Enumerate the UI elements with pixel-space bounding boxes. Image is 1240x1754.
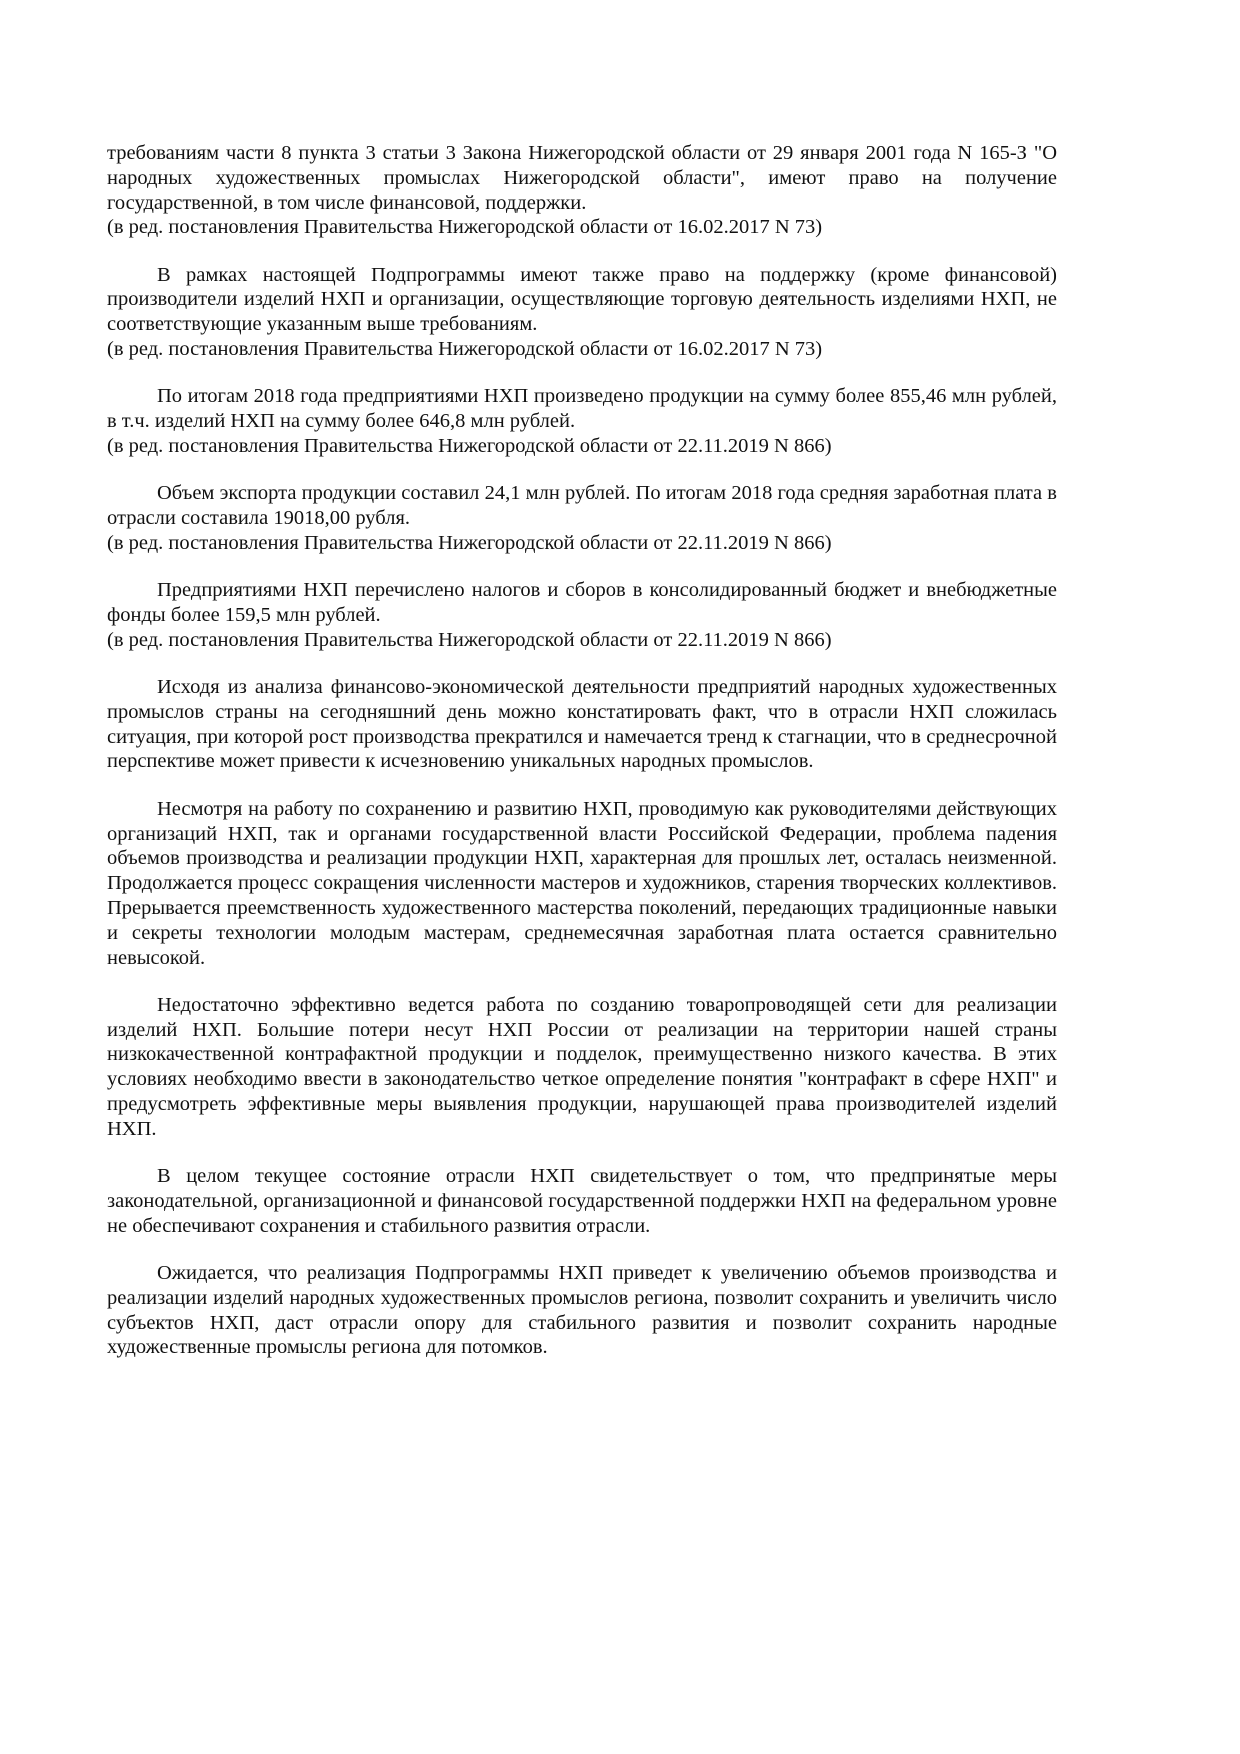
- paragraph-text: требованиям части 8 пункта 3 статьи 3 Закона Нижегородской области от 29 января 2001 года N 165-З "О народных художественных промыслах Нижегородской области", имеют право на получение государственной, в том числе финансовой, поддержки.: [107, 142, 1057, 214]
- paragraph: [107, 993, 1057, 1142]
- paragraph: [107, 578, 1057, 652]
- amendment-note: (в ред. постановления Правительства Нижегородской области от 22.11.2019 N 866): [107, 434, 832, 457]
- amendment-note: (в ред. постановления Правительства Нижегородской области от 22.11.2019 N 866): [107, 531, 832, 554]
- paragraph-text: Ожидается, что реализация Подпрограммы НХП приведет к увеличению объемов производства и реализации изделий народных художественных промыслов региона, позволит сохранить и увеличить число субъектов НХП, даст отрасли опору для стабильного развития и позволит сохранить народные художественные промыслы региона для потомков.: [107, 1261, 1057, 1359]
- paragraph-text: Несмотря на работу по сохранению и развитию НХП, проводимую как руководителями действующих организаций НХП, так и органами государственной власти Российской Федерации, проблема падения объемов производства и реализации продукции НХП, характерная для прошлых лет, осталась неизменной. Продолжается процесс сокращения численности мастеров и художников, старения творческих коллективов. Прерывается преемственность художественного мастерства поколений, передающих традиционные навыки и секреты технологии молодым мастерам, среднемесячная заработная плата остается сравнительно невысокой.: [107, 797, 1057, 969]
- paragraph: [107, 384, 1057, 458]
- document-page: [107, 141, 1057, 1383]
- paragraph-text: В рамках настоящей Подпрограммы имеют также право на поддержку (кроме финансовой) производители изделий НХП и организации, осуществляющие торговую деятельность изделиями НХП, не соответствующие указанным выше требованиям.: [107, 263, 1057, 336]
- amendment-note: (в ред. постановления Правительства Нижегородской области от 16.02.2017 N 73): [107, 216, 823, 239]
- paragraph: [107, 141, 1057, 240]
- paragraph: [107, 1164, 1057, 1238]
- paragraph-text: В целом текущее состояние отрасли НХП свидетельствует о том, что предпринятые меры законодательной, организационной и финансовой государственной поддержки НХП на федеральном уровне не обеспечивают сохранения и стабильного развития отрасли.: [107, 1165, 1057, 1237]
- amendment-note: (в ред. постановления Правительства Нижегородской области от 16.02.2017 N 73): [107, 338, 823, 361]
- paragraph: [107, 797, 1057, 971]
- paragraph: [107, 481, 1057, 555]
- paragraph-text: Предприятиями НХП перечислено налогов и сборов в консолидированный бюджет и внебюджетные фонды более 159,5 млн рублей.: [107, 579, 1057, 626]
- paragraph: [107, 263, 1057, 362]
- paragraph-text: По итогам 2018 года предприятиями НХП произведено продукции на сумму более 855,46 млн рублей, в т.ч. изделий НХП на сумму более 646,8 млн рублей.: [107, 385, 1057, 433]
- amendment-note: (в ред. постановления Правительства Нижегородской области от 22.11.2019 N 866): [107, 628, 832, 651]
- paragraph-text: Исходя из анализа финансово-экономической деятельности предприятий народных художественных промыслов страны на сегодняшний день можно констатировать факт, что в отрасли НХП сложилась ситуация, при которой рост производства прекратился и намечается тренд к стагнации, что в среднесрочной перспективе может привести к исчезновению уникальных народных промыслов.: [107, 676, 1057, 773]
- paragraph-text: Объем экспорта продукции составил 24,1 млн рублей. По итогам 2018 года средняя заработная плата в отрасли составила 19018,00 рубля.: [107, 482, 1057, 530]
- paragraph: [107, 675, 1057, 774]
- paragraph: [107, 1261, 1057, 1360]
- paragraph-text: Недостаточно эффективно ведется работа по созданию товаропроводящей сети для реализации изделий НХП. Большие потери несут НХП России от реализации на территории нашей страны низкокачественной контрафактной продукции и подделок, преимущественно низкого качества. В этих условиях необходимо ввести в законодательство четкое определение понятия "контрафакт в сфере НХП" и предусмотреть эффективные меры выявления продукции, нарушающей права производителей изделий НХП.: [107, 993, 1057, 1140]
